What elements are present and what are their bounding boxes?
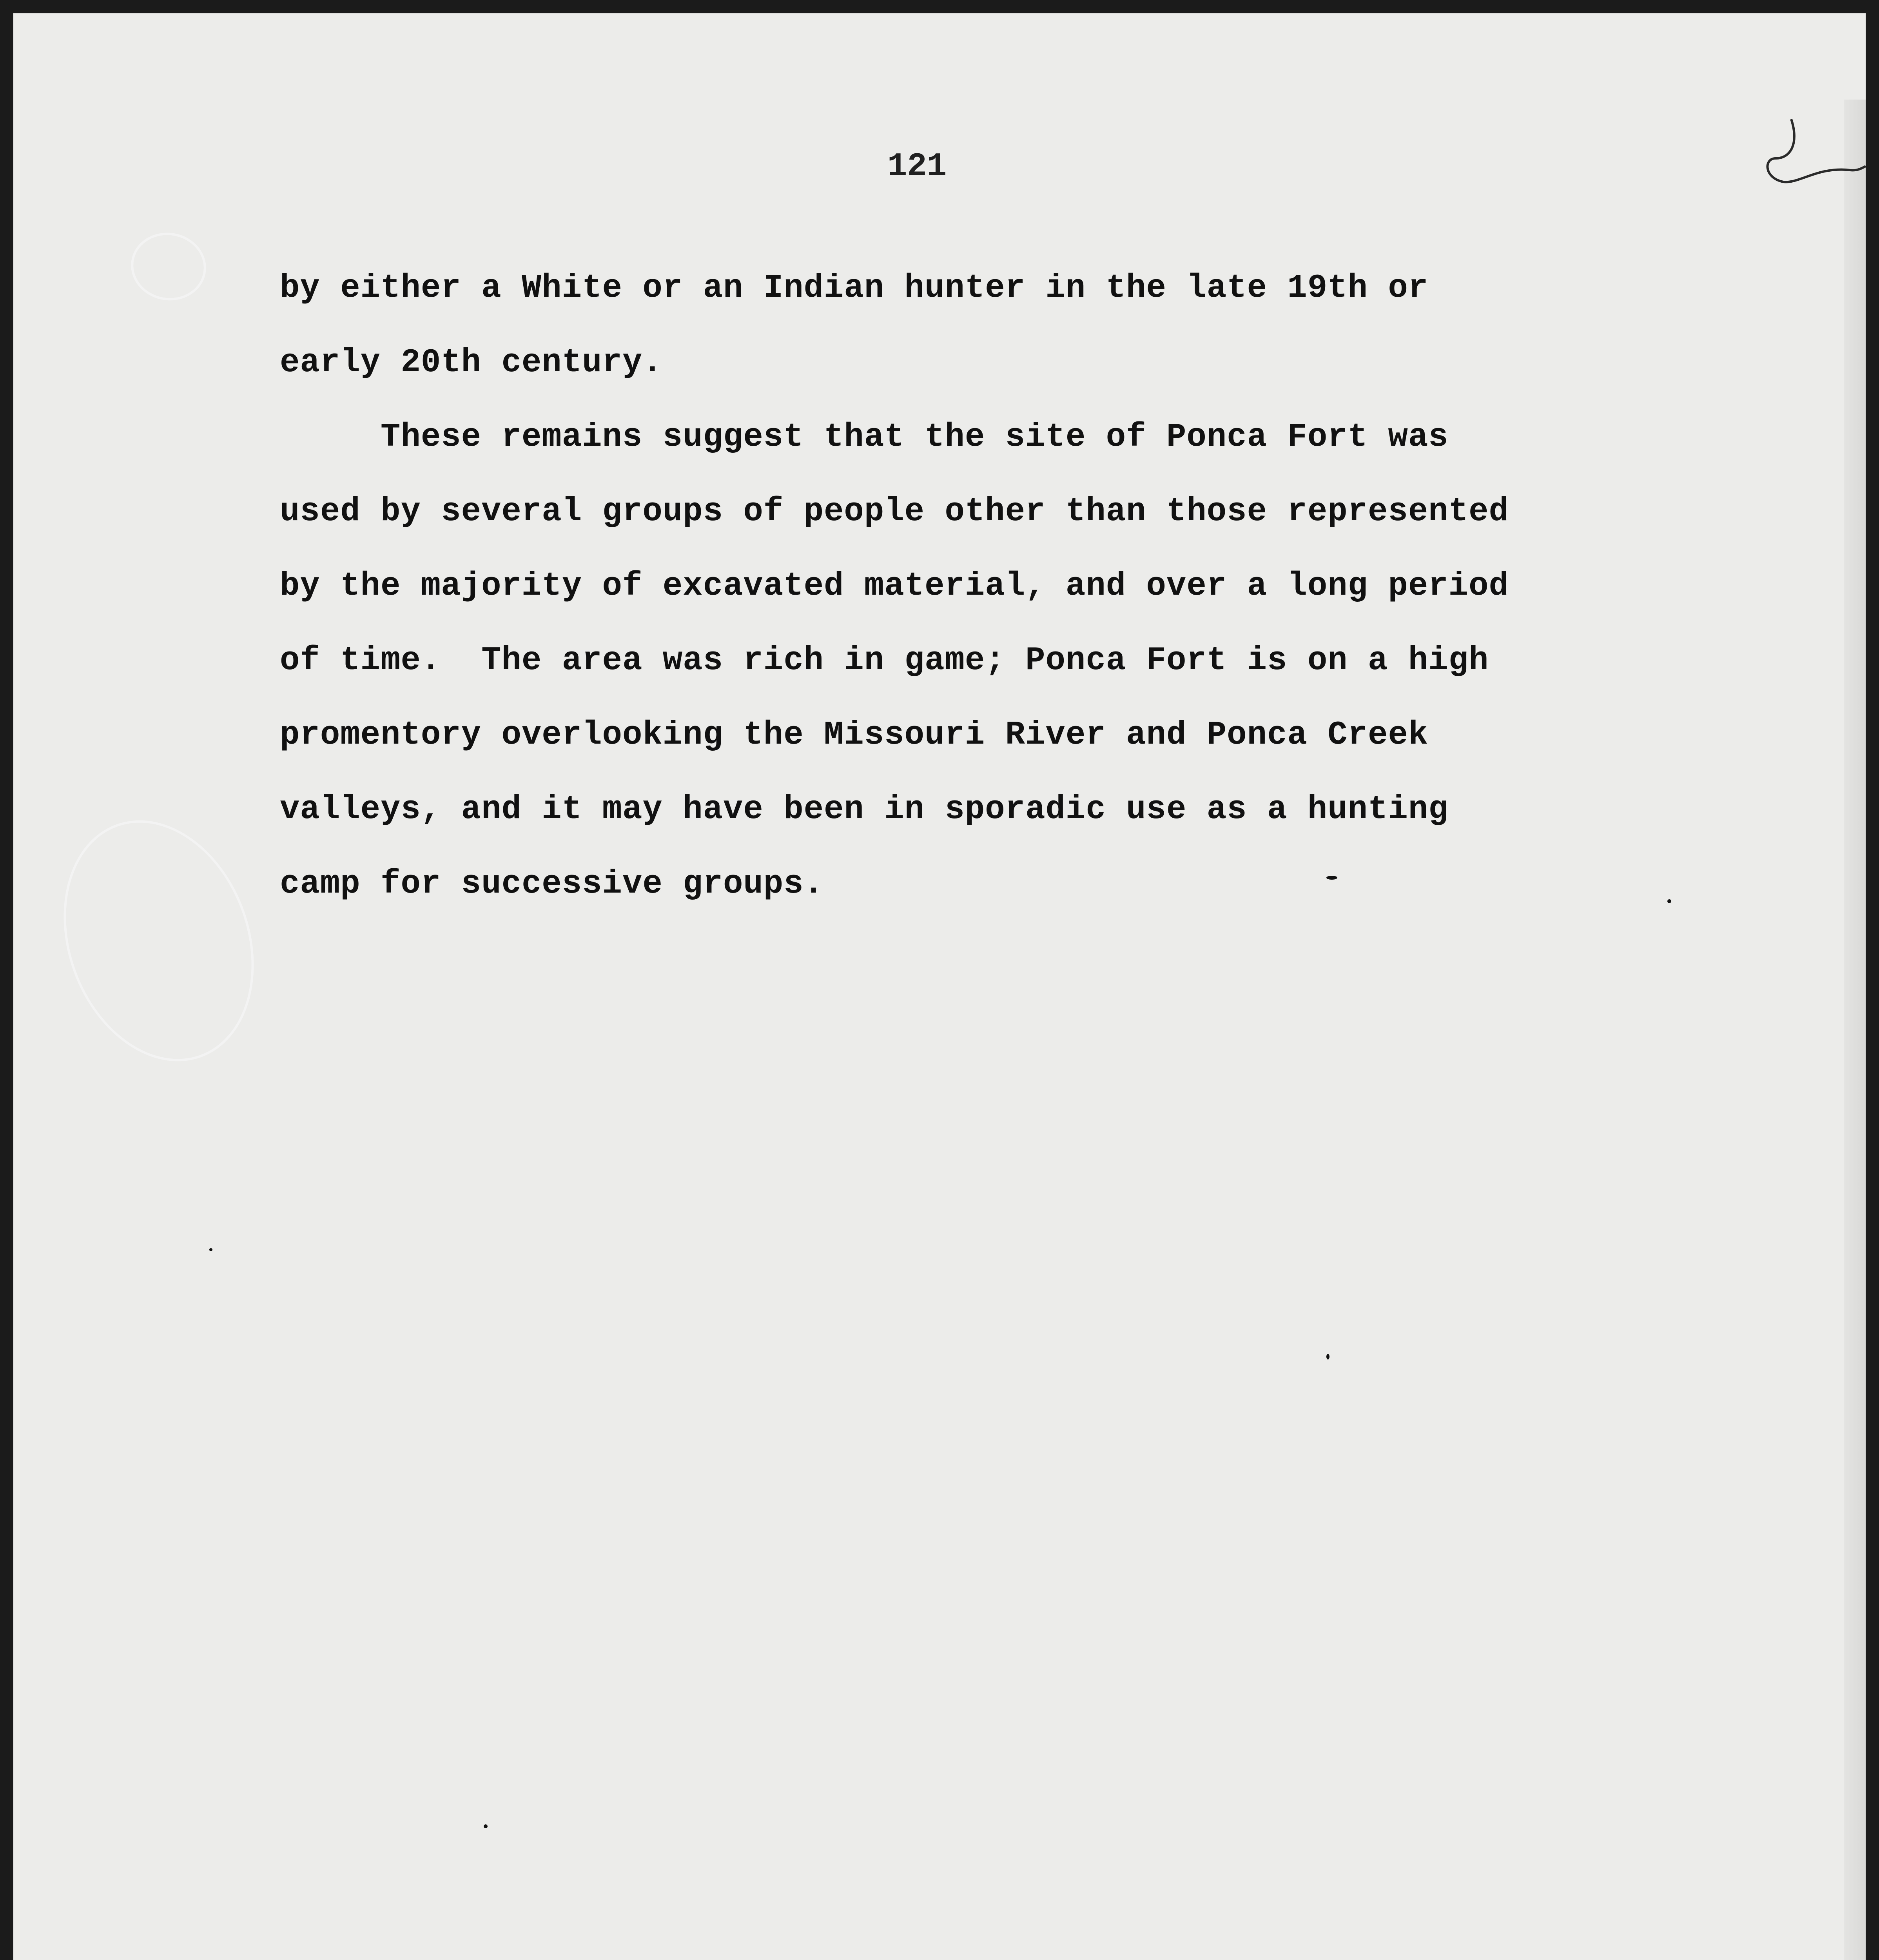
body-text-line: of time. The area was rich in game; Ponca Fort is on a high xyxy=(280,642,1489,679)
document-page xyxy=(13,13,1866,1960)
ink-speck xyxy=(1326,876,1337,880)
ink-speck xyxy=(209,1248,212,1251)
body-text-line: camp for successive groups. xyxy=(280,866,824,903)
page-edge-shadow xyxy=(1844,100,1866,1960)
body-text-line: valleys, and it may have been in sporadic use as a hunting xyxy=(280,791,1449,828)
paper-crease xyxy=(126,227,212,307)
body-text-line: early 20th century. xyxy=(280,344,663,381)
body-text-line: used by several groups of people other than those represented xyxy=(280,493,1509,530)
body-text-line: by the majority of excavated material, and over a long period xyxy=(280,568,1509,605)
body-text-line: These remains suggest that the site of Ponca Fort was xyxy=(280,419,1449,456)
body-text-line: promentory overlooking the Missouri River and Ponca Creek xyxy=(280,717,1429,754)
paper-crease xyxy=(31,793,286,1088)
page-number: 121 xyxy=(887,148,947,185)
ink-speck xyxy=(1667,899,1671,903)
body-text-line: by either a White or an Indian hunter in the late 19th or xyxy=(280,270,1429,307)
ink-speck xyxy=(484,1824,488,1828)
ink-speck xyxy=(1326,1354,1329,1359)
